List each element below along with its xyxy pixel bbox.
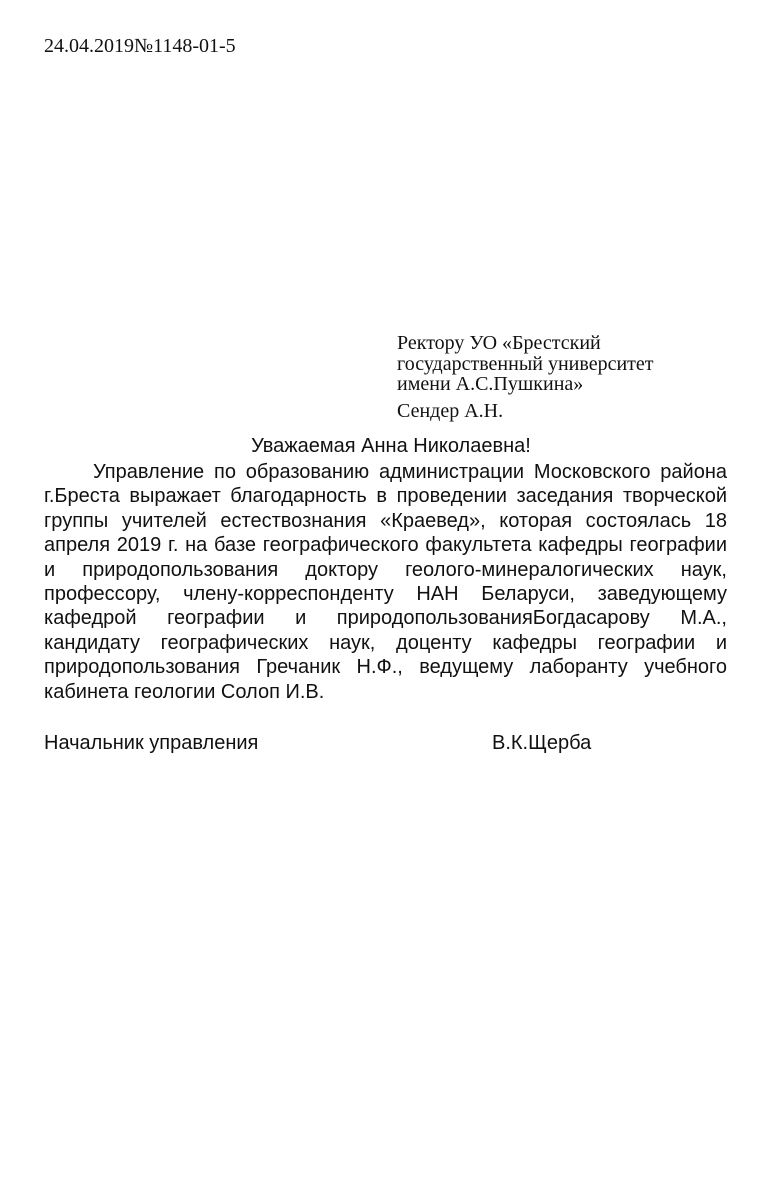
addressee-block	[397, 333, 654, 421]
addressee-line-1: Ректору УО «Брестский	[397, 332, 601, 354]
signer-position: Начальник управления	[44, 732, 259, 754]
addressee-line-3: имени А.С.Пушкина»	[397, 373, 584, 395]
letter-body: Управление по образованию администрации Московского района г.Бреста выражает благодарность в проведении заседания творческой группы учителей естествознания «Краевед», которая состоялась 18 апреля 2019 г. на базе географического факультета кафедры географии и природопользования доктору геолого-минералогических наук, профессору, члену-корреспонденту НАН Беларуси, заведующему кафедрой географии и природопользованияБогдасарову М.А., кандидату географических наук, доценту кафедры географии и природопользования Гречаник Н.Ф., ведущему лаборанту учебного кабинета геологии Солоп И.В.	[44, 461, 727, 703]
addressee-line-2: государственный университет	[397, 352, 654, 375]
document-reference: 24.04.2019№1148-01-5	[44, 35, 236, 57]
signer-name: В.К.Щерба	[492, 732, 592, 754]
addressee-name: Сендер А.Н.	[397, 399, 504, 422]
salutation: Уважаемая Анна Николаевна!	[251, 435, 531, 457]
